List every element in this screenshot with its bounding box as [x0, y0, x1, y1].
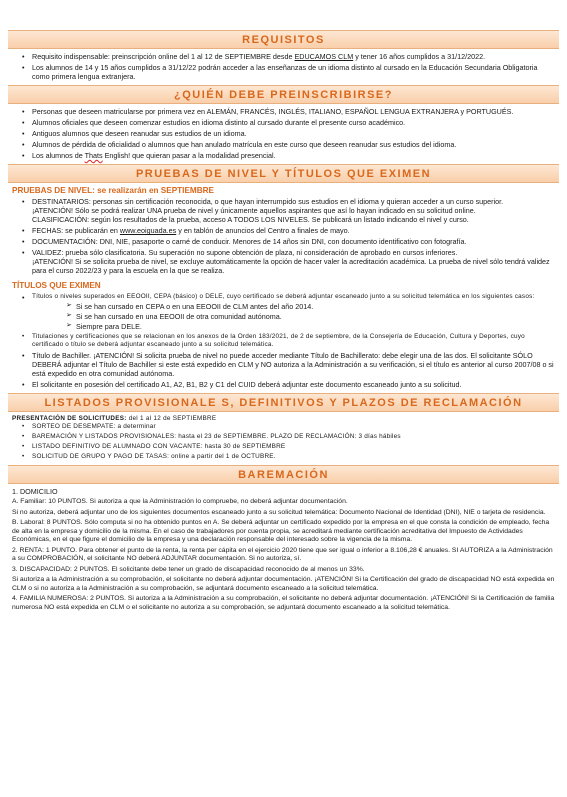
section-title-listados: LISTADOS PROVISIONALE S, DEFINITIVOS Y PLAZOS DE RECLAMACIÓN — [8, 393, 559, 412]
baremacion-section — [8, 487, 559, 612]
validez-atencion: ¡ATENCIÓN! Si se solicita prueba de nivel, se excluye automáticamente la opción de hacer valer la acreditación académica. La prueba de nivel sólo tendrá validez para el curso 2022/23 y para la escuela en la que se realiza. — [32, 257, 550, 276]
destinatarios-text: • DESTINATARIOS: personas sin certificación reconocida, o que hayan interrumpido sus estudios en el idioma y quieran acceder a un curso superior. — [32, 197, 504, 207]
section-title-pruebas: PRUEBAS DE NIVEL Y TÍTULOS QUE EXIMEN — [8, 164, 559, 183]
fechas-text: FECHAS: se publicarán en — [32, 226, 120, 236]
validez-item — [22, 248, 555, 275]
pruebas-section — [8, 197, 559, 279]
titulos-item-1 — [22, 293, 555, 331]
requisitos-section — [8, 52, 559, 85]
baremacion-familiar: A. Familiar: 10 PUNTOS. Si autoriza a que la Administración lo compruebe, no deberá adjuntar documentación. — [12, 498, 348, 506]
titulos-subheading: TÍTULOS QUE EXIMEN — [12, 281, 101, 291]
requisito-item-2: • Los alumnos de 14 y 15 años cumplidos a 31/12/22 podrán acceder a las enseñanzas de un idioma distinto al cursado en la Educación Secundaria Obligatoria como primera lengua extranjera. — [22, 63, 555, 81]
presentacion-label: PRESENTACIÓN DE SOLICITUDES: — [12, 414, 127, 422]
quien-text: Los alumnos de — [32, 151, 85, 160]
baremacion-domicilio: 1. DOMICILIO — [12, 487, 58, 497]
baremacion-renta: 2. RENTA: 1 PUNTO. Para obtener el punto de la renta, la renta per cápita en el ejercicio 2020 tiene que ser igual o inferior a 8.106,28 € anuales. SI AUTORIZA a la Administración a su COMPROBACIÓN, el solicitante NO deberá ADJUNTAR documentación. Si no autoriza, sí. — [12, 546, 553, 563]
listados-section — [8, 423, 559, 465]
section-title-baremacion: BAREMACIÓN — [8, 465, 559, 484]
section-title-quien: ¿QUIÉN DEBE PREINSCRIBIRSE? — [8, 85, 559, 104]
quien-item: • Alumnos de pérdida de oficialidad o alumnos que han anulado matrícula en este curso que deseen reanudar sus estudios del idioma. — [22, 140, 555, 149]
educamos-link[interactable]: EDUCAMOS CLM — [294, 52, 354, 61]
destinatarios-atencion: ¡ATENCIÓN! Sólo se podrá realizar UNA prueba de nivel y únicamente aquellos aspirantes que así lo hayan indicado en su solicitud online. — [32, 206, 476, 216]
baremacion-discapacidad-detail: Si autoriza a la Administración a su comprobación, el solicitante no deberá adjuntar documentación. ¡ATENCIÓN! Si la Certificación del grado de discapacidad NO está expedida en CLM o si no autoriza a la Administración a su comprobación, se adjuntará documento escaneado a la solicitud telemática. — [12, 576, 555, 592]
listado-item: • SORTEO DE DESEMPATE: a determinar — [22, 423, 555, 431]
presentacion-value: del 1 al 12 de SEPTIEMBRE — [126, 414, 217, 422]
baremacion-laboral: B. Laboral: 8 PUNTOS. Sólo computa si no ha obtenido puntos en A. Se deberá adjuntar un certificado expedido por la empresa en el que consta la condición de empleado, fecha de alta en la empresa y domicilio de la misma. En el caso de trabajadores por cuenta propia, se acreditará mediante certificación acreditativa del Impuesto de Actividades Económicas, en el que figure el domicilio de la empresa y una declaración responsable del interesado sobre la vigencia de la misma. — [12, 519, 550, 544]
thats-word: Thats — [84, 151, 103, 160]
section-title-requisitos: REQUISITOS — [8, 30, 559, 49]
requisito-text-end: y tener 16 años cumplidos a 31/12/2022. — [353, 52, 486, 61]
listado-item: • LISTADO DEFINITIVO DE ALUMNADO CON VACANTE: hasta 30 de SEPTIEMBRE — [22, 443, 555, 451]
requisito-text: Requisito indispensable: preinscripción online del 1 al 12 de SEPTIEMBRE desde — [32, 52, 295, 61]
baremacion-familiar-detail: Si no autoriza, deberá adjuntar uno de los siguientes documentos escaneado junto a su solicitud telemática: Documento Nacional de Identidad (DNI), NIE o tarjeta de residencia. — [12, 508, 546, 516]
titulos-item-3: • Título de Bachiller. ¡ATENCIÓN! Si solicita prueba de nivel no puede acceder mediante Título de Bachillerato: debe elegir una de las dos. El solicitante SÓLO DEBERÁ adjuntar el Título de Bachiller si este está expedido en CLM y NO autoriza a la Administración a su verificación, si el título es anterior al curso 2007/08 o si está expedido en otra comunidad autónoma. — [22, 351, 555, 378]
titulos-section — [8, 293, 559, 393]
quien-item-thats — [22, 151, 555, 160]
listado-item: • SOLICITUD DE GRUPO Y PAGO DE TASAS: online a partir del 1 de OCTUBRE. — [22, 453, 555, 461]
titulos-subitem: ➢ Si se han cursado en CEPA o en una EEOOII de CLM antes del año 2014. — [66, 302, 555, 311]
validez-text: • VALIDEZ: prueba sólo clasificatoria. Su superación no supone obtención de plaza, ni consideración de aprobado en cursos inferiores. — [32, 248, 458, 258]
titulos-text: • Títulos o niveles superados en EEOOII, CEPA (básico) o DELE, cuyo certificado se deberá adjuntar escaneado junto a su solicitud telemática en los siguientes casos: — [32, 292, 535, 300]
documentacion-item: • DOCUMENTACIÓN: DNI, NIE, pasaporte o carné de conducir. Menores de 14 años sin DNI, con documento identificativo con fotografía. — [22, 237, 555, 246]
fechas-item — [22, 226, 555, 235]
pruebas-subheading: PRUEBAS DE NIVEL: se realizarán en SEPTIEMBRE — [12, 186, 215, 195]
quien-section — [8, 107, 559, 164]
titulos-subitem: ➢ Si se han cursado en una EEOOII de otra comunidad autónoma. — [66, 312, 555, 321]
eoiguada-link[interactable]: www.eoiguada.es — [119, 226, 177, 236]
destinatarios-item — [22, 197, 555, 224]
quien-item: • Alumnos oficiales que deseen comenzar estudios en idioma distinto al cursado durante el presente curso académico. — [22, 118, 555, 127]
baremacion-discapacidad: 3. DISCAPACIDAD: 2 PUNTOS. El solicitante debe tener un grado de discapacidad reconocido de al menos un 33%. — [12, 565, 365, 573]
requisito-item-1 — [22, 52, 555, 61]
quien-item: • Antiguos alumnos que deseen reanudar sus estudios de un idioma. — [22, 129, 555, 138]
fechas-text-end: y en tablón de anuncios del Centro a finales de mayo. — [176, 226, 350, 236]
quien-text-end: English! que quieran pasar a la modalidad presencial. — [102, 151, 276, 160]
titulos-item-4: • El solicitante en posesión del certificado A1, A2, B1, B2 y C1 del CUID deberá adjuntar este documento escaneado junto a su solicitud. — [22, 380, 555, 389]
titulos-item-2: • Titulaciones y certificaciones que se relacionan en los anexos de la Orden 183/2021, de 2 de septiembre, de la Consejería de Educación, Cultura y Deportes, cuyo certificado o título se deberá adjuntar escaneado junto a su solicitud telemática. — [22, 333, 555, 349]
baremacion-familia-numerosa: 4. FAMILIA NUMEROSA: 2 PUNTOS. Si autoriza a la Administración a su comprobación, el solicitante no deberá adjuntar documentación. ¡ATENCIÓN! Si la Certificación de familia numerosa NO está expedida en CLM o el solicitante no autoriza a su comprobación, se adjuntará documento escaneado a la solicitud telemática. — [12, 595, 555, 611]
titulos-subitem: ➢ Siempre para DELE. — [66, 322, 555, 331]
clasificacion-text: CLASIFICACIÓN: según los resultados de la prueba, acceso A TODOS LOS NIVELES. Se publicará un listado indicando el nivel y curso. — [32, 215, 469, 225]
quien-item: • Personas que deseen matricularse por primera vez en ALEMÁN, FRANCÉS, INGLÉS, ITALIANO, ESPAÑOL LENGUA EXTRANJERA y PORTUGUÉS. — [22, 107, 555, 116]
listado-item: • BAREMACIÓN Y LISTADOS PROVISIONALES: hasta el 23 de SEPTIEMBRE. PLAZO DE RECLAMACIÓN: 3 días hábiles — [22, 433, 555, 441]
presentacion-line — [12, 415, 559, 423]
